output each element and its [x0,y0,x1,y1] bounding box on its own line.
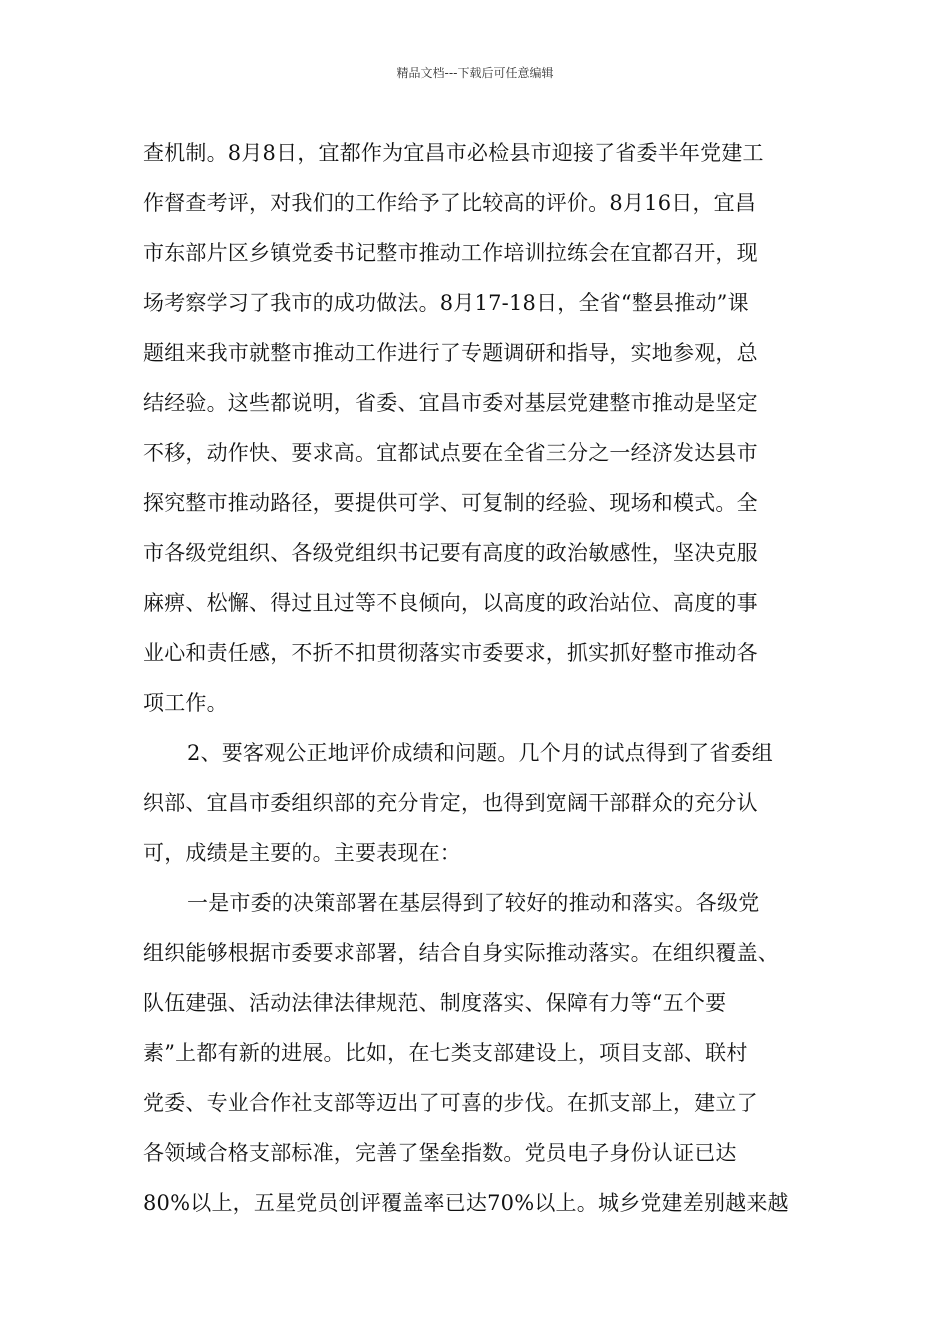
text-line: 题组来我市就整市推动工作进行了专题调研和指导，实地参观，总 [143,341,758,365]
text-line: 一是市委的决策部署在基层得到了较好的推动和落实。各级党 [187,891,760,915]
text-line: 织部、宜昌市委组织部的充分肯定，也得到宽阔干部群众的充分认 [143,791,758,815]
text-line: 组织能够根据市委要求部署，结合自身实际推动落实。在组织覆盖、 [143,941,779,965]
text-line: 市东部片区乡镇党委书记整市推动工作培训拉练会在宜都召开，现 [143,241,758,265]
text-line: 查机制。8月8日，宜都作为宜昌市必检县市迎接了省委半年党建工 [143,141,764,165]
text-line: 队伍建强、活动法律法律规范、制度落实、保障有力等“五个要 [143,991,727,1015]
text-line: 2、要客观公正地评价成绩和问题。几个月的试点得到了省委组 [187,741,773,765]
text-line: 项工作。 [143,691,228,715]
text-line: 各领域合格支部标准，完善了堡垒指数。党员电子身份认证已达 [143,1141,737,1165]
text-line: 市各级党组织、各级党组织书记要有高度的政治敏感性，坚决克服 [143,541,758,565]
text-line: 业心和责任感，不折不扣贯彻落实市委要求，抓实抓好整市推动各 [143,641,758,665]
text-line: 探究整市推动路径，要提供可学、可复制的经验、现场和模式。全 [143,491,758,515]
text-line: 麻痹、松懈、得过且过等不良倾向，以高度的政治站位、高度的事 [143,591,758,615]
text-line: 作督查考评，对我们的工作给予了比较高的评价。8月16日，宜昌 [143,191,757,215]
text-line: 党委、专业合作社支部等迈出了可喜的步伐。在抓支部上，建立了 [143,1091,758,1115]
text-line: 不移，动作快、要求高。宜都试点要在全省三分之一经济发达县市 [143,441,758,465]
text-line: 场考察学习了我市的成功做法。8月17-18日，全省“整县推动”课 [143,291,749,315]
text-line: 可，成绩是主要的。主要表现在： [143,841,461,865]
text-line: 结经验。这些都说明，省委、宜昌市委对基层党建整市推动是坚定 [143,391,758,415]
document-body [143,128,823,1228]
page-header: 精品文档---下载后可任意编辑 [396,66,554,80]
text-line: 素”上都有新的进展。比如，在七类支部建设上，项目支部、联村 [143,1041,748,1065]
text-line: 80%以上，五星党员创评覆盖率已达70%以上。城乡党建差别越来越 [143,1191,789,1215]
